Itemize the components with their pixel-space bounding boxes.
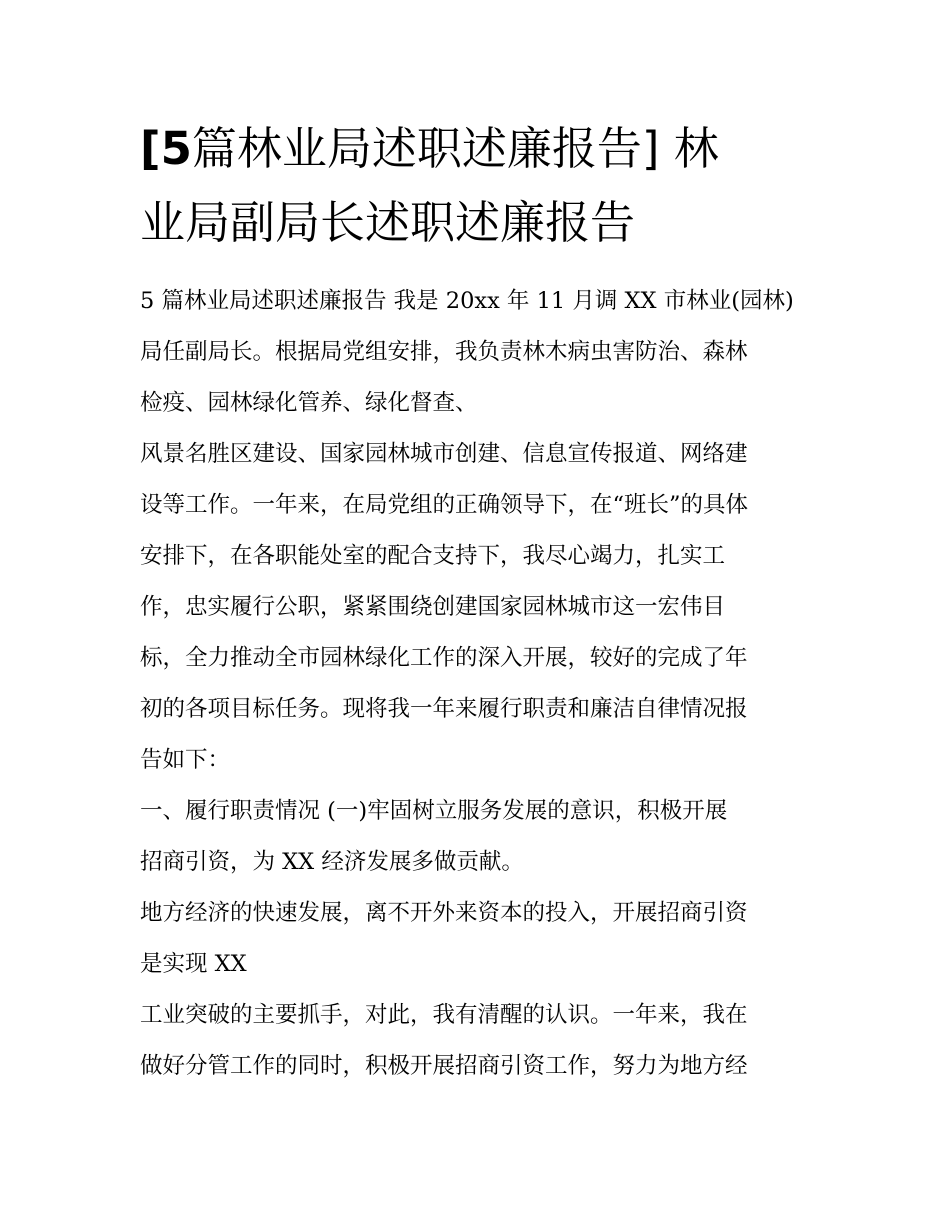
body-line: 设等工作。一年来，在局党组的正确领导下，在“班长”的具体 bbox=[140, 492, 749, 518]
body-line: 一、履行职责情况 (一)牢固树立服务发展的意识，积极开展 bbox=[140, 798, 728, 824]
title-number: 5 bbox=[160, 122, 192, 175]
body-line: 招商引资，为 XX 经济发展多做贡献。 bbox=[140, 849, 524, 875]
body-line: 检疫、园林绿化管养、绿化督查、 bbox=[140, 390, 478, 416]
title-line-2: 业局副局长述职述廉报告 bbox=[140, 196, 636, 249]
document-body bbox=[140, 282, 820, 1098]
body-line: 工业突破的主要抓手，对此，我有清醒的认识。一年来，我在 bbox=[140, 1002, 748, 1028]
body-line: 局任副局长。根据局党组安排，我负责林木病虫害防治、森林 bbox=[140, 339, 748, 365]
body-line: 安排下，在各职能处室的配合支持下，我尽心竭力，扎实工 bbox=[140, 543, 726, 569]
title-bracket: [ bbox=[140, 122, 161, 175]
body-line: 地方经济的快速发展，离不开外来资本的投入，开展招商引资 bbox=[140, 900, 748, 926]
body-line: 标，全力推动全市园林绿化工作的深入开展，较好的完成了年 bbox=[140, 645, 748, 671]
body-line: 做好分管工作的同时，积极开展招商引资工作，努力为地方经 bbox=[140, 1053, 748, 1079]
body-line: 风景名胜区建设、国家园林城市创建、信息宣传报道、网络建 bbox=[140, 441, 748, 467]
body-line: 作，忠实履行公职，紧紧围绕创建国家园林城市这一宏伟目 bbox=[140, 594, 726, 620]
body-line: 告如下： bbox=[140, 747, 231, 773]
title-line-1 bbox=[140, 112, 820, 186]
document-title bbox=[140, 112, 820, 260]
body-line: 是实现 XX bbox=[140, 951, 247, 977]
body-line: 5 篇林业局述职述廉报告 我是 20xx 年 11 月调 XX 市林业(园林) bbox=[140, 288, 794, 314]
title-line-1-text: 篇林业局述职述廉报告] 林 bbox=[191, 122, 719, 175]
body-line: 初的各项目标任务。现将我一年来履行职责和廉洁自律情况报 bbox=[140, 696, 748, 722]
